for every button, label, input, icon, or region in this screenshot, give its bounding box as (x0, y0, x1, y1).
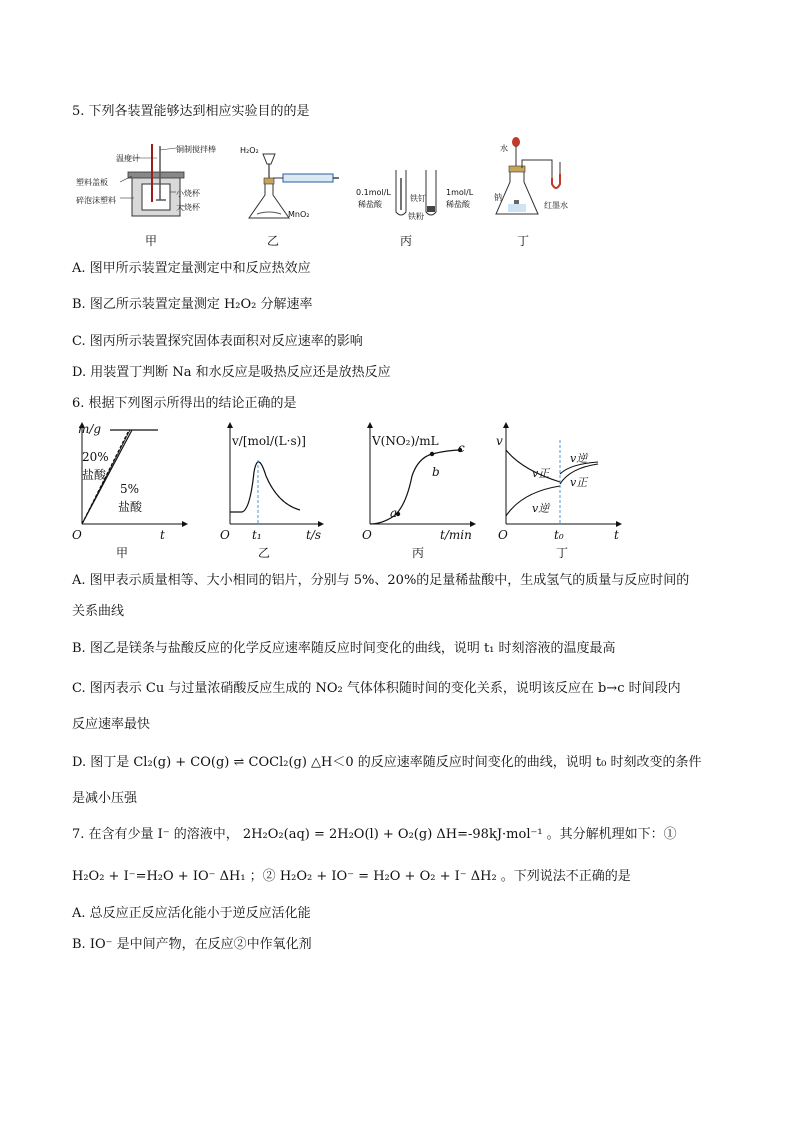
caption-bing: 丙 (400, 234, 413, 248)
graph-bing-pc: c (458, 441, 465, 455)
q6-option-c-line1: C. 图丙表示 Cu 与过量浓硝酸反应生成的 NO₂ 气体体积随时间的变化关系，说明该反应在 b→c 时间段内 (72, 681, 681, 696)
label-lid: 塑料盖板 (76, 178, 108, 187)
q7-option-b: B. IO⁻ 是中间产物，在反应②中作氧化剂 (72, 937, 312, 952)
caption-jia: 甲 (145, 234, 158, 248)
label-right-acid: 稀盐酸 (446, 200, 470, 209)
graph-bing-pb: b (432, 465, 440, 479)
graph-ding-tick: t₀ (554, 528, 564, 542)
q6-option-d-line2: 是减小压强 (72, 791, 138, 806)
label-left-acid: 稀盐酸 (358, 200, 382, 209)
q5-option-a: A. 图甲所示装置定量测定中和反应热效应 (72, 261, 311, 276)
graph-yi-origin: O (220, 528, 230, 542)
label-foam: 碎泡沫塑料 (76, 196, 116, 205)
label-right-conc: 1mol/L (446, 188, 474, 197)
label-thermometer: 温度计 (116, 154, 140, 163)
q6-option-b: B. 图乙是镁条与盐酸反应的化学反应速率随反应时间变化的曲线，说明 t₁ 时刻溶液的温度最高 (72, 641, 616, 656)
graph-ding-vrev: v逆 (532, 502, 550, 515)
label-h2o2: H₂O₂ (240, 146, 259, 155)
label-sodium: 钠 (494, 193, 502, 202)
graph-yi-xlabel: t/s (306, 528, 322, 542)
graph-jia-line1: 20% (82, 450, 109, 464)
q6-option-a-line2: 关系曲线 (72, 604, 125, 619)
q5-stem: 5. 下列各装置能够达到相应实验目的的是 (72, 104, 310, 119)
graph-jia-origin: O (72, 528, 82, 542)
q5-option-c: C. 图丙所示装置探究固体表面积对反应速率的影响 (72, 334, 363, 349)
label-nail: 铁钉 (410, 194, 426, 203)
label-stirrer: 铜制搅拌棒 (176, 145, 216, 154)
label-left-conc: 0.1mol/L (356, 188, 391, 197)
graph-jia-xlabel: t (160, 528, 165, 542)
graph-ding-vrev2: v逆 (570, 452, 588, 465)
q7-option-a: A. 总反应正反应活化能小于逆反应活化能 (72, 906, 311, 921)
graph-jia-line1b: 盐酸 (82, 468, 107, 482)
q6-stem: 6. 根据下列图示所得出的结论正确的是 (72, 396, 297, 411)
graph-ding-origin: O (498, 528, 508, 542)
graph-ding-vfwd: v正 (532, 467, 550, 480)
graph-ding-ylabel: v (496, 434, 503, 448)
graph-jia-line2b: 盐酸 (118, 500, 143, 514)
label-powder: 铁粉 (408, 212, 424, 221)
caption-ding: 丁 (517, 234, 530, 248)
caption-yi: 乙 (267, 234, 280, 248)
graph-jia-line2: 5% (120, 482, 140, 496)
label-mno2: MnO₂ (288, 210, 310, 219)
label-small-beaker: 小烧杯 (176, 189, 200, 198)
q7-line1: 7. 在含有少量 I⁻ 的溶液中， 2H₂O₂(aq) = 2H₂O(l) + O₂(g) ΔH=-98kJ·mol⁻¹ 。其分解机理如下：① (72, 827, 677, 842)
label-big-beaker: 大烧杯 (176, 203, 200, 212)
q6-option-d-line1: D. 图丁是 Cl₂(g) + CO(g) ⇌ COCl₂(g) △H＜0 的反应速率随反应时间变化的曲线，说明 t₀ 时刻改变的条件 (72, 755, 702, 770)
graph-ding-caption: 丁 (556, 546, 569, 560)
q5-option-d: D. 用装置丁判断 Na 和水反应是吸热反应还是放热反应 (72, 365, 391, 380)
graph-yi-tick: t₁ (252, 528, 262, 542)
label-water: 水 (500, 144, 508, 153)
q6-option-c-line2: 反应速率最快 (72, 717, 151, 732)
graph-bing-pa: a (390, 506, 398, 520)
graph-jia-caption: 甲 (116, 546, 129, 560)
graph-yi-caption: 乙 (258, 546, 271, 560)
q6-option-a-line1: A. 图甲表示质量相等、大小相同的铝片，分别与 5%、20%的足量稀盐酸中，生成氢气的质量与反应时间的 (72, 573, 690, 588)
graph-ding-xlabel: t (614, 528, 619, 542)
graph-bing-origin: O (362, 528, 372, 542)
graph-bing-ylabel: V(NO₂)/mL (372, 434, 439, 448)
q7-line2: H₂O₂ + I⁻=H₂O + IO⁻ ΔH₁ ；② H₂O₂ + IO⁻ = H₂O + O₂ + I⁻ ΔH₂ 。下列说法不正确的是 (72, 869, 631, 884)
graph-bing-caption: 丙 (412, 546, 425, 560)
graph-ding-vfwd2: v正 (570, 476, 588, 489)
graph-yi-ylabel: v/[mol/(L·s)] (232, 434, 306, 448)
graph-jia-ylabel: m/g (78, 422, 102, 436)
label-ink: 红墨水 (544, 201, 568, 210)
q5-option-b: B. 图乙所示装置定量测定 H₂O₂ 分解速率 (72, 297, 313, 312)
graph-bing-xlabel: t/min (440, 528, 472, 542)
